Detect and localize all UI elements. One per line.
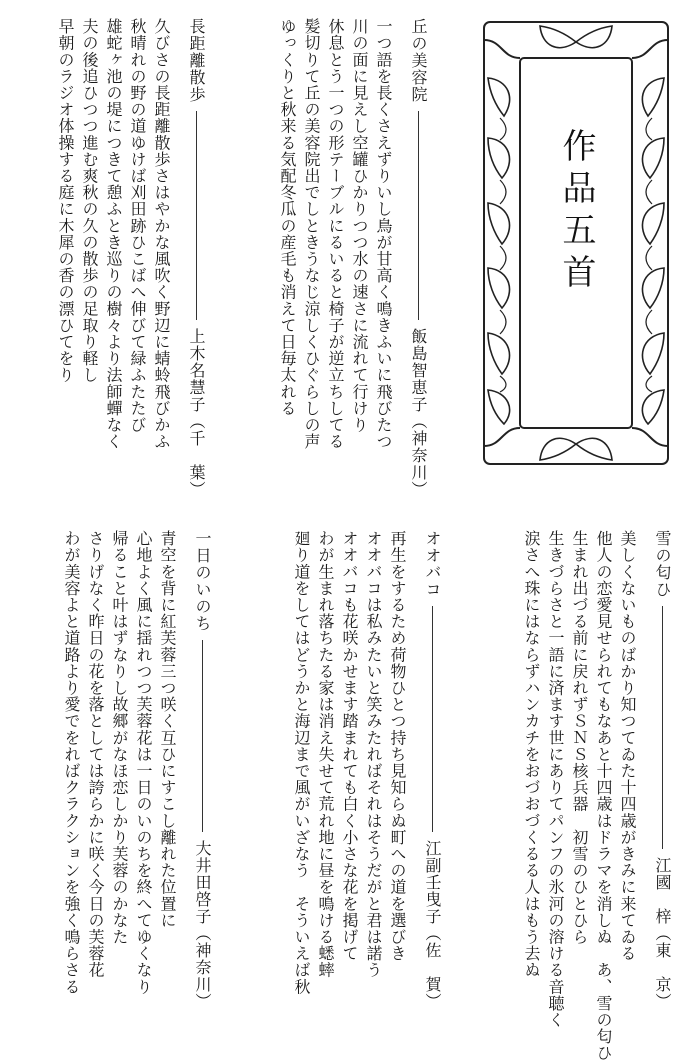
poem-title: オオバコ bbox=[423, 530, 442, 598]
poem-line: 心地よく風に揺れつつ芙蓉花は一日のいのちを終へてゆくなり bbox=[134, 530, 153, 995]
poem-title: 丘の美容院 bbox=[409, 18, 428, 103]
poem-line: 帰ること叶はずなりし故郷がなほ恋しかり芙蓉のかなた bbox=[110, 530, 129, 945]
poem-line: オオバコは私みたいと笑みたればそれはそうだがと君は諾う bbox=[364, 530, 383, 979]
title-rule bbox=[432, 606, 433, 832]
poem-line: わが美容よと道路より愛でをればクラクションを強く鳴らさる bbox=[62, 530, 81, 995]
poem-oka-no-biyoin bbox=[279, 18, 430, 498]
title-rule bbox=[418, 111, 419, 320]
poem-header bbox=[191, 530, 214, 1010]
poem-line: 生きづらさと一語に済ます世にありてパンフの氷河の溶ける音聴く bbox=[546, 530, 565, 1028]
poem-title: 長距離散歩 bbox=[187, 18, 206, 103]
poem-title: 雪の匂ひ bbox=[653, 530, 672, 598]
title-rule bbox=[662, 606, 663, 849]
poem-line: 久びさの長距離散歩さはやかな風吹く野辺に蜻蛉飛びかふ bbox=[152, 18, 171, 450]
poem-header bbox=[185, 18, 208, 498]
poem-line: 涙さへ珠にはならずハンカチをおづおづくるる人はもう去ぬ bbox=[522, 530, 541, 979]
poem-line: 夫の後追ひつつ進む爽秋の久の散歩の足取り軽し bbox=[80, 18, 99, 384]
poem-ichinichi-no-inochi bbox=[63, 530, 214, 1010]
poem-title: 一日のいのち bbox=[193, 530, 212, 632]
poem-line: 秋晴れの野の道ゆけば刈田跡ひこばへ伸びて緑ふたたび bbox=[128, 18, 147, 433]
poem-line: 雄蛇ヶ池の堤につきて憩ふとき巡りの樹々より法師蟬なく bbox=[104, 18, 123, 450]
poem-oobako bbox=[293, 530, 444, 1010]
poem-author: 上木名慧子（千 葉） bbox=[187, 328, 206, 498]
poem-author: 大井田啓子（神奈川） bbox=[193, 840, 212, 1010]
poem-author: 江副壬曳子（佐 賀） bbox=[423, 840, 442, 1010]
poem-line: 生まれ出づる前に戻れずＳＮＳ核兵器 初雪のひとひら bbox=[570, 530, 589, 945]
poem-yuki-no-nioi bbox=[522, 530, 674, 1061]
poem-line: 青空を背に紅芙蓉三つ咲く互ひにすこし離れた位置に bbox=[158, 530, 177, 929]
poem-line: 再生をするため荷物ひとつ持ち見知らぬ町への道を選びき bbox=[388, 530, 407, 962]
poem-line: 休息とう一つの形テーブルにるいると椅子が逆立ちしてる bbox=[326, 18, 345, 450]
poem-line: ゆっくりと秋来る気配冬瓜の産毛も消えて日毎太れる bbox=[278, 18, 297, 417]
section-title: 作品五首 bbox=[556, 128, 596, 296]
poem-line: 髪切りて丘の美容院出でしときうなじ涼しくひぐらしの声 bbox=[302, 18, 321, 450]
poem-line: 早朝のラジオ体操する庭に木犀の香の漂ひてをり bbox=[56, 18, 75, 384]
poem-line: オオバコも花咲かせます踏まれても白く小さな花を掲げて bbox=[340, 530, 359, 962]
poem-line: 川の面に見えし空罐ひかりつつ水の速さに流れて行けり bbox=[350, 18, 369, 433]
title-frame bbox=[480, 18, 672, 468]
poem-header bbox=[421, 530, 444, 1010]
lower-section bbox=[0, 530, 692, 1061]
poem-chokyori-sanpo bbox=[57, 18, 208, 498]
poem-line: 他人の恋愛見せられてもなあと十四歳はドラマを消しぬ あ、雪の匂ひ bbox=[594, 530, 613, 1061]
poem-line: 一つ語を長くさえずりいし鳥が甘高く鳴きふいに飛びたつ bbox=[374, 18, 393, 450]
title-rule bbox=[202, 640, 203, 832]
poem-line: わが生まれ落ちたる家は消え失せて荒れ地に昼を鳴ける蟋蟀 bbox=[316, 530, 335, 979]
poem-header bbox=[651, 530, 674, 1010]
title-rule bbox=[196, 111, 197, 320]
poem-line: 美しくないものばかり知つてゐた十四歳がきみに来てゐる bbox=[618, 530, 637, 962]
poem-line: さりげなく昨日の花を落としては誇らかに咲く今日の芙蓉花 bbox=[86, 530, 105, 979]
poem-header bbox=[407, 18, 430, 498]
poem-author: 江國 梓（東 京） bbox=[653, 857, 672, 1010]
poem-line: 廻り道をしてはどうかと海辺まで風がいざなう そういえば秋 bbox=[292, 530, 311, 995]
poem-author: 飯島智恵子（神奈川） bbox=[409, 328, 428, 498]
